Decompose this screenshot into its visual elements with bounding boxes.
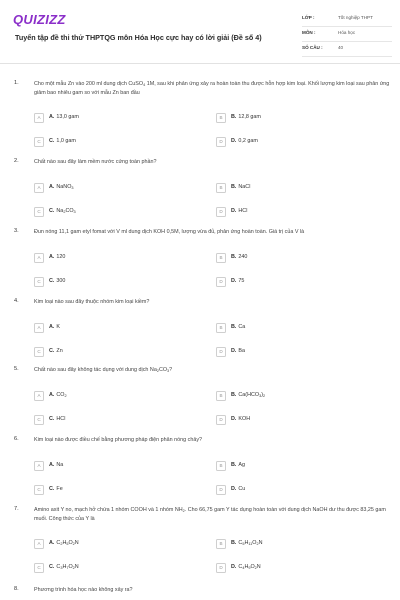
- option-letter: B.: [231, 184, 237, 190]
- answer-option-a[interactable]: [34, 112, 204, 125]
- option-label: [49, 462, 63, 468]
- option-letter: C.: [49, 564, 55, 570]
- answer-option-c[interactable]: [34, 414, 204, 427]
- meta-label: SỐ CÂU :: [302, 45, 323, 50]
- answer-option-a[interactable]: [34, 182, 204, 195]
- option-value: Fe: [56, 486, 63, 492]
- question-text: Chất nào sau đây không tác dụng với dung dịch $Na_2CO_3$?: [34, 367, 173, 373]
- option-value: Zn: [56, 348, 63, 354]
- question-text: Chất nào sau đây làm mềm nước cứng toàn phần?: [34, 159, 157, 165]
- option-checkbox[interactable]: C: [34, 137, 44, 147]
- option-letter: B.: [231, 462, 237, 468]
- option-value: $C_3H_7O_2N$: [56, 564, 79, 570]
- meta-label: MÔN :: [302, 30, 316, 35]
- option-value: 120: [56, 254, 66, 260]
- option-letter: A.: [49, 254, 55, 260]
- option-value: $Ca(HCO_3)_2$: [238, 392, 266, 398]
- option-label: [49, 564, 79, 570]
- meta-row-count: [302, 42, 392, 57]
- option-checkbox[interactable]: D: [216, 415, 226, 425]
- answer-option-c[interactable]: [34, 562, 204, 575]
- answer-option-c[interactable]: [34, 484, 204, 497]
- option-letter: A.: [49, 324, 55, 330]
- option-label: [231, 564, 261, 570]
- option-checkbox[interactable]: A: [34, 253, 44, 263]
- option-label: [231, 348, 245, 354]
- option-letter: B.: [231, 324, 237, 330]
- answer-option-b[interactable]: [216, 390, 386, 403]
- meta-value: 40: [338, 45, 344, 50]
- answer-option-a[interactable]: [34, 538, 204, 551]
- option-letter: A.: [49, 184, 55, 190]
- option-letter: C.: [49, 416, 55, 422]
- option-label: [231, 254, 247, 260]
- option-letter: B.: [231, 254, 237, 260]
- worksheet-title: Tuyển tập đề thi thử THPTQG môn Hóa Học cực hay có lời giải (Đề số 4): [15, 33, 262, 42]
- option-label: [49, 416, 65, 422]
- option-value: 300: [56, 278, 66, 284]
- option-checkbox[interactable]: C: [34, 563, 44, 573]
- option-value: $C_2H_5O_2N$: [56, 540, 79, 546]
- question-text: Đun nóng 11,1 gam etyl fomat với V ml dung dịch KOH 0,5M, lượng vừa đủ, phản ứng hoàn toàn. Giá trị của V là: [34, 229, 305, 235]
- question-text: Phương trình hóa học nào không xảy ra?: [34, 587, 133, 593]
- option-checkbox[interactable]: C: [34, 347, 44, 357]
- question-number: 2.: [14, 158, 19, 164]
- option-value: Cu: [238, 486, 246, 492]
- option-checkbox[interactable]: B: [216, 391, 226, 401]
- answer-option-a[interactable]: [34, 460, 204, 473]
- option-value: Ba: [238, 348, 245, 354]
- option-checkbox[interactable]: B: [216, 539, 226, 549]
- option-letter: C.: [49, 348, 55, 354]
- meta-value: Tốt nghiệp THPT: [338, 15, 373, 20]
- option-value: 12,8 gam: [238, 114, 261, 120]
- meta-value: Hóa học: [338, 30, 356, 35]
- answer-option-b[interactable]: [216, 112, 386, 125]
- option-label: [231, 208, 247, 214]
- option-label: [49, 486, 63, 492]
- option-checkbox[interactable]: D: [216, 137, 226, 147]
- question-text: Kim loại nào sau đây thuộc nhóm kim loại kiềm?: [34, 299, 150, 305]
- option-checkbox[interactable]: D: [216, 563, 226, 573]
- answer-option-d[interactable]: [216, 276, 386, 289]
- option-letter: A.: [49, 114, 55, 120]
- answer-option-d[interactable]: [216, 206, 386, 219]
- option-letter: C.: [49, 486, 55, 492]
- option-value: Ca: [238, 324, 246, 330]
- question-text: Kim loại nào được điều chế bằng phương pháp điện phân nóng chảy?: [34, 437, 203, 443]
- option-letter: C.: [49, 278, 55, 284]
- option-letter: B.: [231, 392, 237, 398]
- option-value: 75: [238, 278, 245, 284]
- answer-option-b[interactable]: [216, 538, 386, 551]
- option-checkbox[interactable]: C: [34, 207, 44, 217]
- option-checkbox[interactable]: D: [216, 277, 226, 287]
- option-checkbox[interactable]: A: [34, 461, 44, 471]
- option-checkbox[interactable]: A: [34, 323, 44, 333]
- option-letter: A.: [49, 462, 55, 468]
- option-letter: A.: [49, 392, 55, 398]
- option-checkbox[interactable]: B: [216, 113, 226, 123]
- option-value: Ag: [238, 462, 245, 468]
- option-checkbox[interactable]: D: [216, 485, 226, 495]
- question-number: 7.: [14, 506, 19, 512]
- option-letter: A.: [49, 540, 55, 546]
- option-label: [49, 540, 79, 546]
- option-label: [231, 138, 258, 144]
- answer-option-d[interactable]: [216, 346, 386, 359]
- question-number: 6.: [14, 436, 19, 442]
- question-text: Amino axit Y no, mạch hở chứa 1 nhóm COOH và 1 nhóm $NH_2$. Cho 66,75 gam Y tác dụng hoàn toàn với dung dịch NaOH dư thu được 83,25 gam muối. Công thức của Y là: [34, 507, 386, 522]
- option-value: NaCl: [238, 184, 251, 190]
- option-label: [49, 392, 67, 398]
- option-label: [49, 278, 65, 284]
- option-checkbox[interactable]: A: [34, 391, 44, 401]
- option-value: 240: [238, 254, 248, 260]
- answer-option-c[interactable]: [34, 136, 204, 149]
- option-checkbox[interactable]: C: [34, 277, 44, 287]
- worksheet-header: [0, 0, 400, 64]
- question-number: 8.: [14, 586, 19, 592]
- question-number: 1.: [14, 80, 19, 86]
- option-checkbox[interactable]: D: [216, 347, 226, 357]
- option-value: 13,0 gam: [56, 114, 79, 120]
- option-label: [49, 348, 63, 354]
- option-letter: D.: [231, 208, 237, 214]
- option-checkbox[interactable]: C: [34, 485, 44, 495]
- option-letter: C.: [49, 208, 55, 214]
- option-label: [231, 114, 261, 120]
- option-label: [231, 184, 250, 190]
- option-checkbox[interactable]: C: [34, 415, 44, 425]
- option-label: [49, 324, 60, 330]
- meta-row-class: [302, 12, 392, 27]
- option-letter: D.: [231, 486, 237, 492]
- meta-row-subject: [302, 27, 392, 42]
- option-value: KOH: [238, 416, 251, 422]
- option-letter: C.: [49, 138, 55, 144]
- question-number: 4.: [14, 298, 19, 304]
- option-label: [231, 462, 245, 468]
- option-checkbox[interactable]: B: [216, 253, 226, 263]
- option-label: [231, 324, 245, 330]
- option-value: $C_5H_{11}O_2N$: [238, 540, 263, 546]
- option-checkbox[interactable]: B: [216, 183, 226, 193]
- option-label: [49, 254, 65, 260]
- option-value: 1,0 gam: [56, 138, 76, 144]
- option-value: K: [56, 324, 61, 330]
- option-value: HCl: [56, 416, 66, 422]
- answer-option-a[interactable]: [34, 322, 204, 335]
- answer-option-c[interactable]: [34, 346, 204, 359]
- option-value: $CO_2$: [56, 392, 67, 398]
- option-value: $Na_2CO_3$: [56, 208, 76, 214]
- answer-option-d[interactable]: [216, 484, 386, 497]
- option-label: [231, 416, 250, 422]
- answer-option-d[interactable]: [216, 136, 386, 149]
- option-checkbox[interactable]: D: [216, 207, 226, 217]
- answer-option-b[interactable]: [216, 322, 386, 335]
- answer-option-a[interactable]: [34, 390, 204, 403]
- option-letter: D.: [231, 564, 237, 570]
- option-letter: D.: [231, 348, 237, 354]
- answer-option-b[interactable]: [216, 252, 386, 265]
- option-label: [231, 392, 265, 398]
- answer-option-b[interactable]: [216, 460, 386, 473]
- meta-label: LỚP :: [302, 15, 315, 20]
- option-label: [49, 114, 79, 120]
- option-label: [49, 184, 74, 190]
- option-checkbox[interactable]: A: [34, 539, 44, 549]
- option-label: [49, 138, 76, 144]
- option-label: [231, 540, 263, 546]
- option-value: Na: [56, 462, 64, 468]
- answer-option-d[interactable]: [216, 562, 386, 575]
- question-number: 5.: [14, 366, 19, 372]
- answer-option-d[interactable]: [216, 414, 386, 427]
- option-label: [231, 278, 244, 284]
- answer-option-b[interactable]: [216, 182, 386, 195]
- answer-option-c[interactable]: [34, 206, 204, 219]
- option-value: HCl: [238, 208, 248, 214]
- option-letter: D.: [231, 278, 237, 284]
- option-value: $C_4H_9O_2N$: [238, 564, 261, 570]
- option-value: 0,2 gam: [238, 138, 258, 144]
- answer-option-a[interactable]: [34, 252, 204, 265]
- question-number: 3.: [14, 228, 19, 234]
- worksheet-meta: [302, 12, 392, 57]
- option-letter: D.: [231, 138, 237, 144]
- answer-option-c[interactable]: [34, 276, 204, 289]
- option-label: [49, 208, 76, 214]
- option-checkbox[interactable]: A: [34, 183, 44, 193]
- option-checkbox[interactable]: A: [34, 113, 44, 123]
- option-value: NaNO$_3$: [56, 184, 74, 190]
- option-checkbox[interactable]: B: [216, 461, 226, 471]
- option-letter: B.: [231, 114, 237, 120]
- option-letter: B.: [231, 540, 237, 546]
- option-letter: D.: [231, 416, 237, 422]
- quizizz-logo: QUIZIZZ: [13, 12, 66, 27]
- option-label: [231, 486, 245, 492]
- option-checkbox[interactable]: B: [216, 323, 226, 333]
- question-text: Cho một mẫu Zn vào 200 ml dung dịch CuSO$_4$ 1M, sau khi phản ứng xảy ra hoàn toàn thu được hỗn hợp kim loại. Khối lượng kim loại sau phản ứng giảm bao nhiêu gam so với mẫu Zn ban đầu: [34, 81, 390, 96]
